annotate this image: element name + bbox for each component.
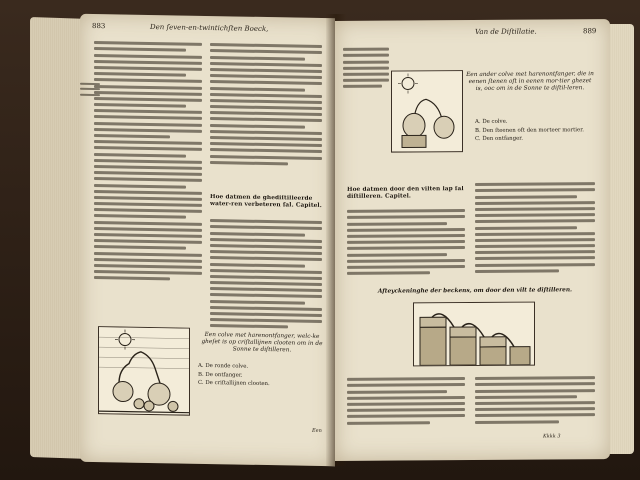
right-figure-2-caption: Afteyckeninghe der beckens, om door den vilt te diſtilleren. [377,287,573,295]
right-figure-1-legend [475,117,584,144]
legend-item-c: C. De criſtallijnen clooten. [198,380,270,388]
stepped-basins-illustration [414,303,534,366]
legend-item-c: C. Den ontfanger. [475,135,523,143]
left-column-2 [210,40,322,169]
right-page-number: 889 [583,27,597,36]
left-running-head: Den ſeven-en-twintichſten Boeck, [150,22,269,34]
right-column-top-text [343,45,389,92]
left-catchword: Een [312,427,322,434]
colve-in-mortar-illustration [392,71,462,151]
left-margin-notes [80,80,100,99]
legend-item-a: A. De colve. [475,118,508,125]
right-page [335,19,610,461]
right-bottom-column-1 [347,374,465,428]
right-column-2 [475,179,595,276]
left-figure-legend [198,362,270,389]
right-column-1 [347,206,465,278]
right-running-head: Van de Diſtillatie. [475,27,537,36]
right-figure-1-caption: Een ander colve met harenontfanger, die in eenen ſtenen oft in eenen mor-tier ghezet is, ooc om in de Sonne te diſtil-leren. [466,71,594,93]
left-page [80,14,335,466]
left-section-heading: Hoe datmen de ghediſtilleerde water-ren verbeteren ſal. Capitel. [210,194,322,209]
left-column-2b [210,216,322,333]
right-woodcut-figure-1 [391,70,463,153]
legend-item-a: A. De ronde colve. [198,362,249,370]
legend-item-b: B. Den ſteenen oft den morteer mortier. [475,126,584,134]
left-figure-caption: Een colve met harenontfanger, welc-ke gheſet is op criſtallijnen clooten om in de Sonne te diſtilleren. [201,331,323,354]
right-bottom-column-2 [475,373,595,427]
right-section-heading: Hoe datmen door den vilten lap ſal diſtilleren. Capitel. [347,186,464,200]
legend-item-b: B. De ontfanger. [198,371,243,379]
left-woodcut-figure [98,326,190,416]
alembic-with-spheres-illustration [99,327,189,415]
left-page-number: 883 [92,21,106,31]
left-column-1 [94,38,202,284]
right-woodcut-figure-2 [413,302,535,367]
right-signature-mark: Kkkk 3 [543,433,561,440]
